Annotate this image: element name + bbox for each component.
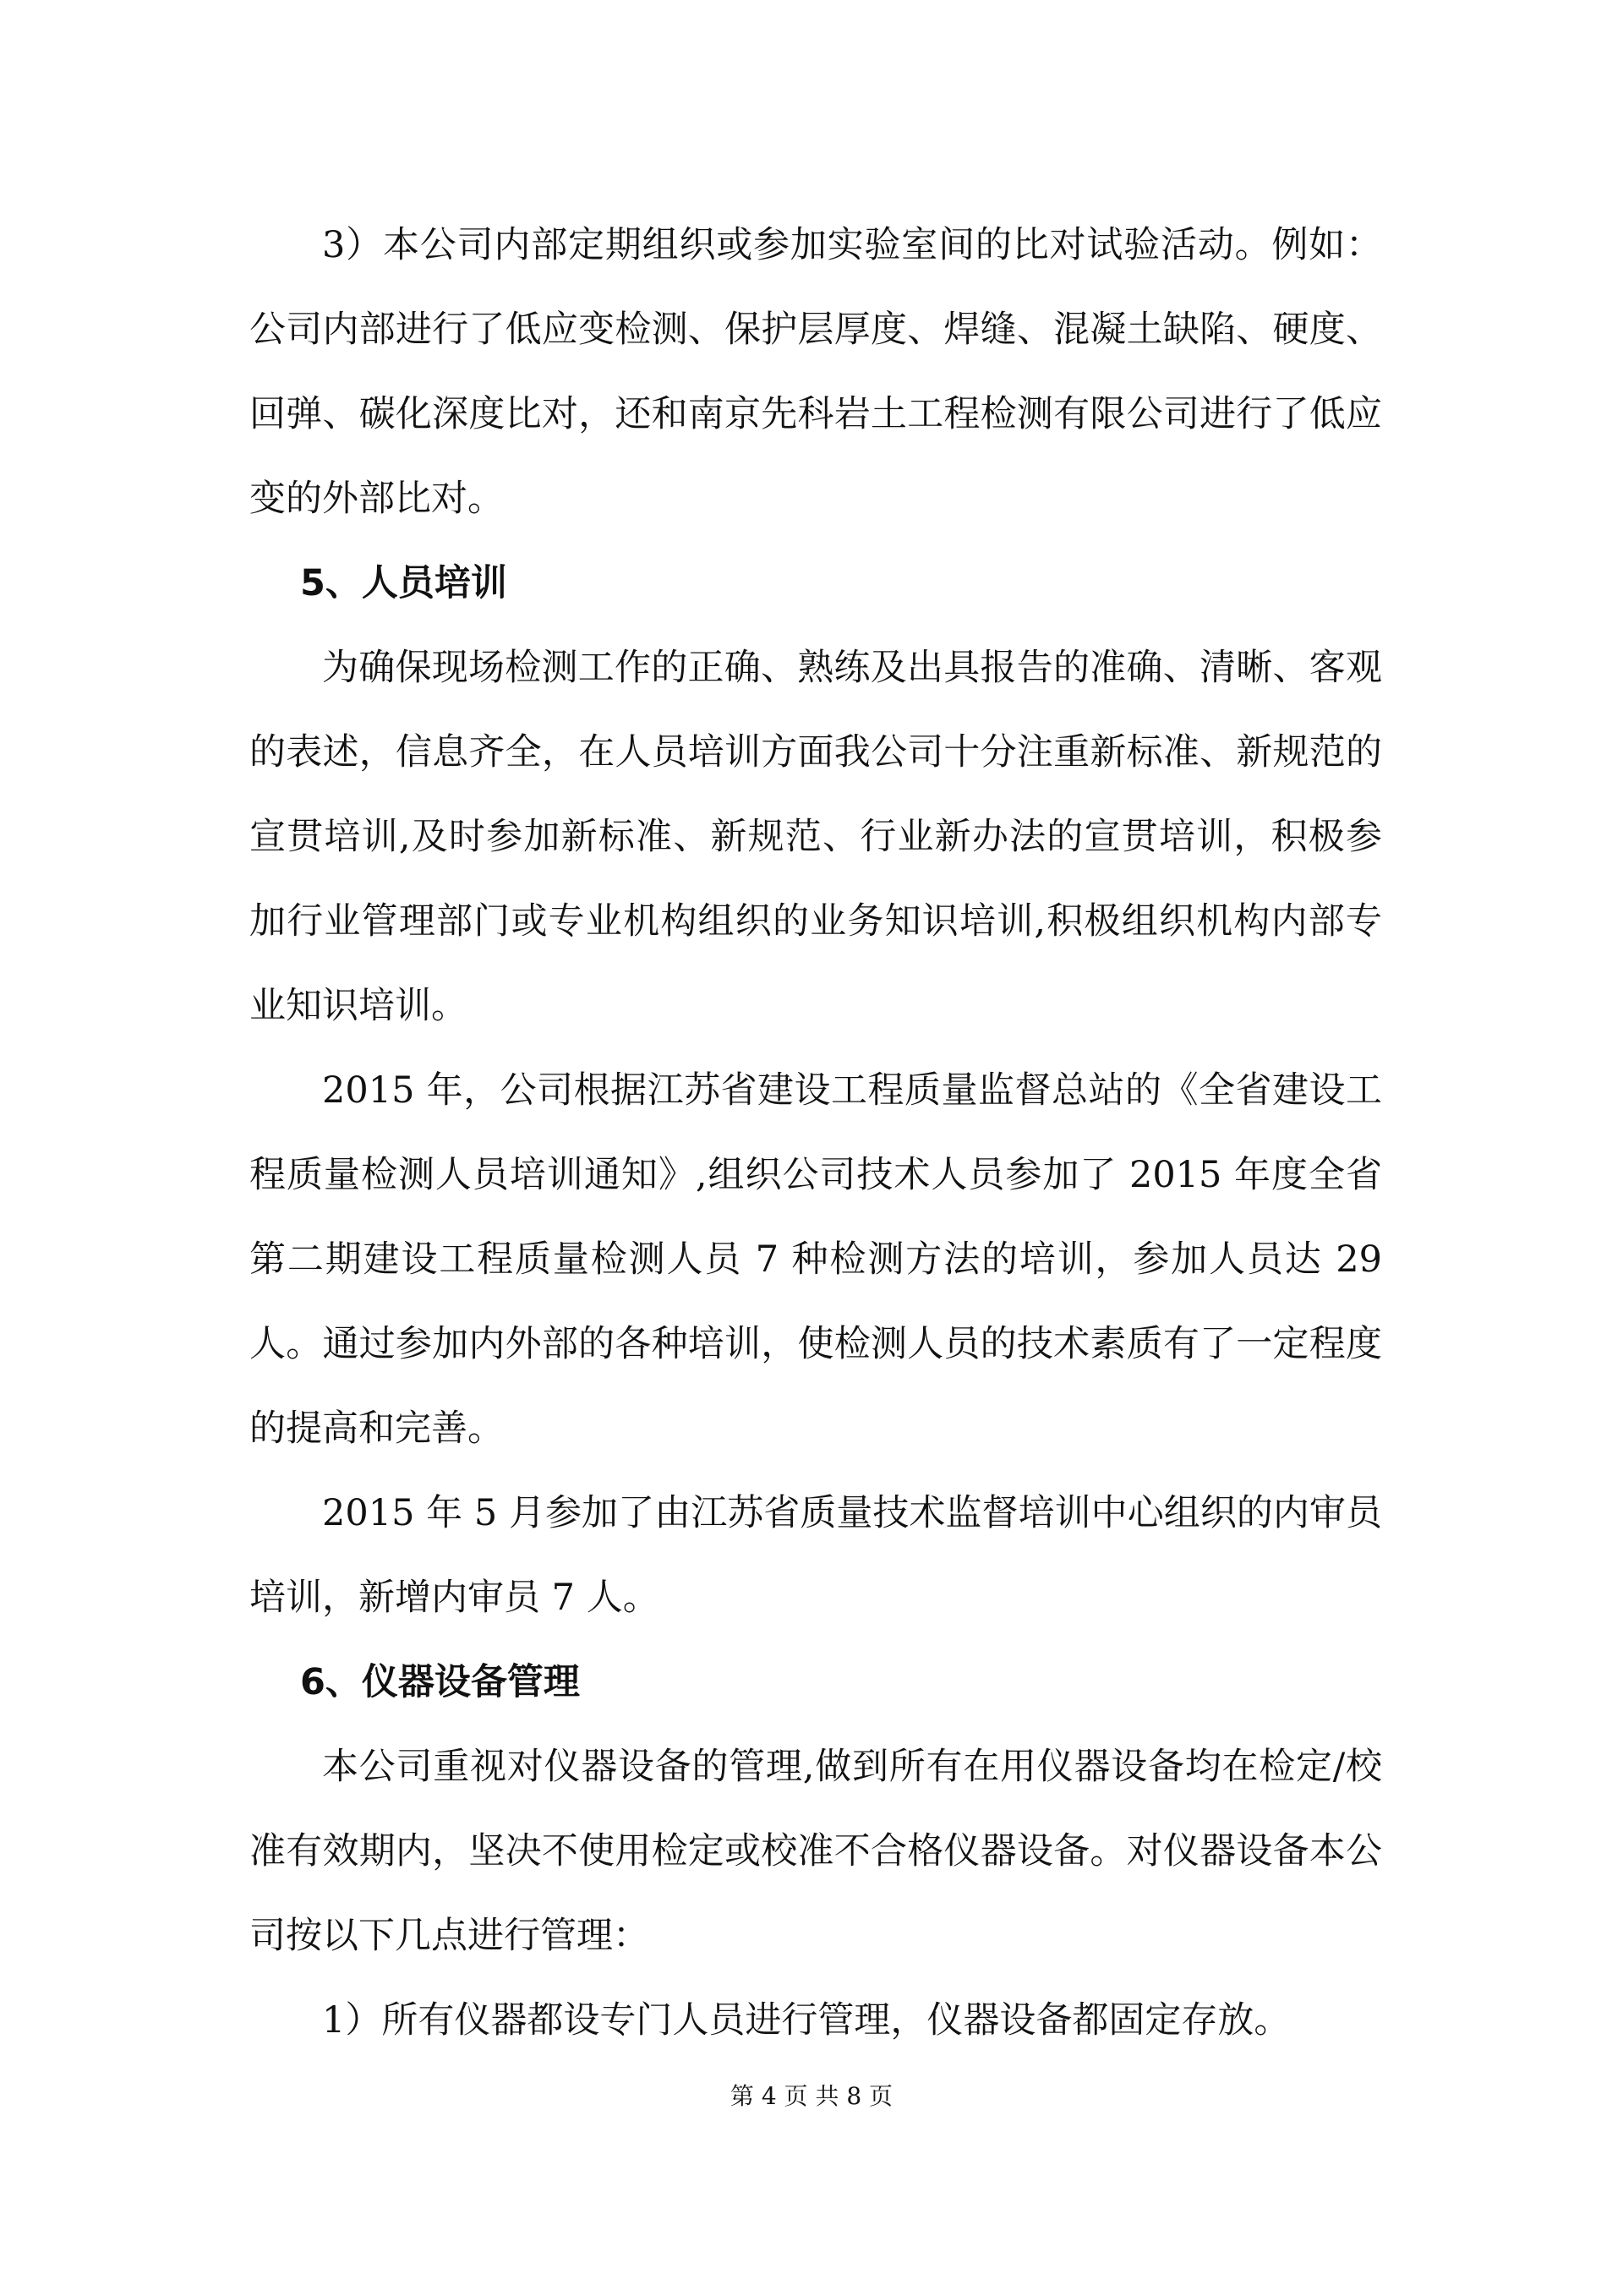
paragraph-equipment-point-1: 1）所有仪器都设专门人员进行管理，仪器设备都固定存放。: [322, 1999, 1291, 2042]
section-heading-equipment-management: 6、仪器设备管理: [300, 1661, 580, 1703]
paragraph-internal-auditor-training: 2015 年 5 月参加了由江苏省质量技术监督培训中心组织的内审员培训，新增内审员 7 人。: [249, 1492, 1382, 1619]
document-body: [249, 203, 1382, 2063]
section-heading-personnel-training: 5、人员培训: [300, 562, 507, 604]
paragraph-equipment-overview: 本公司重视对仪器设备的管理,做到所有在用仪器设备均在检定/校准有效期内，坚决不使用检定或校准不合格仪器设备。对仪器设备本公司按以下几点进行管理：: [249, 1746, 1382, 1957]
paragraph-comparison-tests: 3）本公司内部定期组织或参加实验室间的比对试验活动。例如：公司内部进行了低应变检测、保护层厚度、焊缝、混凝土缺陷、硬度、回弹、碳化深度比对，还和南京先科岩土工程检测有限公司进行了低应变的外部比对。: [249, 224, 1382, 520]
paragraph-training-2015: 2015 年，公司根据江苏省建设工程质量监督总站的《全省建设工程质量检测人员培训通知》,组织公司技术人员参加了 2015 年度全省第二期建设工程质量检测人员 7 种检测方法的培训，参加人员达 29 人。通过参加内外部的各种培训，使检测人员的技术素质有了一定程度的提高和完善。: [249, 1069, 1382, 1450]
paragraph-training-overview: 为确保现场检测工作的正确、熟练及出具报告的准确、清晰、客观的表述，信息齐全，在人员培训方面我公司十分注重新标准、新规范的宣贯培训,及时参加新标准、新规范、行业新办法的宣贯培训，积极参加行业管理部门或专业机构组织的业务知识培训,积极组织机构内部专业知识培训。: [249, 647, 1382, 1027]
page-number-footer: 第 4 页 共 8 页: [730, 2082, 893, 2110]
